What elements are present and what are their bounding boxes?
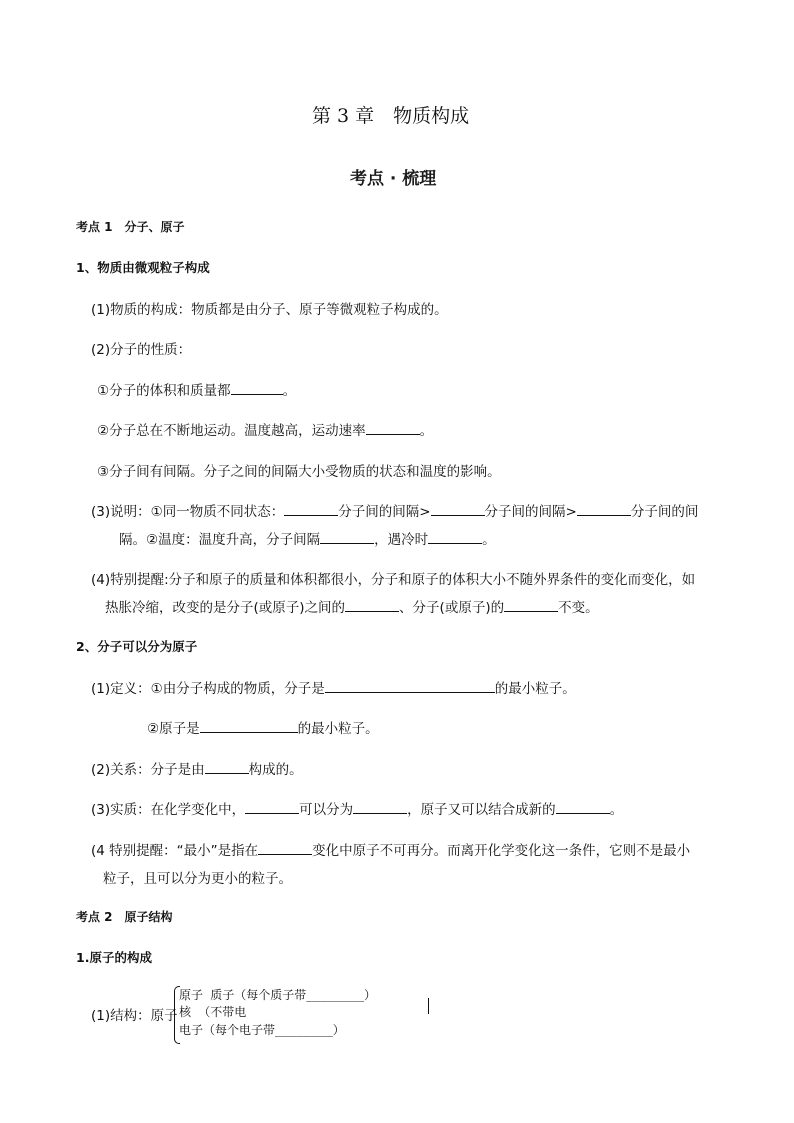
tip-text-a: (4 特别提醒：“最小”是指在	[91, 843, 259, 859]
fill-blank[interactable]	[205, 761, 249, 774]
structure-bar	[428, 998, 429, 1014]
property-1-text: ①分子的体积和质量都	[97, 383, 231, 399]
fill-blank[interactable]	[200, 720, 298, 733]
relation-text: (2)关系：分子是由	[91, 762, 205, 778]
fill-blank[interactable]	[504, 599, 558, 612]
fill-blank[interactable]	[258, 842, 312, 855]
fill-blank[interactable]	[353, 801, 407, 814]
paragraph-reminder-cont	[105, 596, 599, 616]
fill-blank[interactable]	[431, 503, 485, 516]
paragraph-relation	[91, 758, 303, 778]
essence-text-a: (3)实质：在化学变化中，	[91, 802, 246, 818]
atom-composition-heading: 1.原子的构成	[76, 950, 152, 965]
paragraph-molecule-properties: (2)分子的性质：	[91, 342, 192, 358]
structure-row-3: 电子（每个电子带________）	[179, 1023, 345, 1037]
property-2	[97, 419, 433, 439]
fill-blank[interactable]	[284, 503, 338, 516]
structure-row-1: 原子 质子（每个质子带________）	[179, 988, 377, 1002]
essence-text-d: 。	[609, 802, 624, 818]
section-title: 考点 · 梳理	[350, 169, 437, 189]
property-2-text: ②分子总在不断地运动。温度越高，运动速率	[97, 423, 366, 439]
explanation-text-d: 分子间的间	[630, 504, 699, 520]
key-point-1-title: 考点 1 分子、原子	[76, 220, 185, 234]
property-1	[97, 379, 296, 399]
definition-1-text: (1)定义：①由分子构成的物质，分子是	[91, 681, 325, 697]
definition-1-end: 的最小粒子。	[494, 681, 576, 697]
reminder-text-c: 不变。	[558, 600, 599, 616]
paragraph-reminder: (4)特别提醒:分子和原子的质量和体积都很小，分子和原子的体积大小不随外界条件的变化而变化，如	[91, 572, 696, 588]
paragraph-composition: (1)物质的构成：物质都是由分子、原子等微观粒子构成的。	[91, 302, 448, 318]
tip-text-b: 变化中原子不可再分。而离开化学变化这一条件，它则不是最小	[312, 843, 691, 859]
essence-text-b: 可以分为	[299, 802, 354, 818]
fill-blank[interactable]	[320, 531, 374, 544]
definition-2-end: 的最小粒子。	[297, 721, 379, 737]
fill-blank[interactable]	[577, 503, 631, 516]
paragraph-tip-cont: 粒子，且可以分为更小的粒子。	[103, 871, 292, 887]
explanation-text-g: 。	[482, 532, 496, 548]
paragraph-essence	[91, 798, 623, 818]
relation-end: 构成的。	[248, 762, 303, 778]
explanation-text-c: 分子间的间隔>	[484, 504, 577, 520]
explanation-text-b: 分子间的间隔>	[338, 504, 431, 520]
fill-blank[interactable]	[556, 801, 610, 814]
definition-2-text: ②原子是	[147, 721, 200, 737]
structure-row-2: 核 （不带电	[179, 1005, 247, 1019]
paragraph-definition-2	[147, 717, 379, 737]
fill-blank[interactable]	[428, 531, 482, 544]
chapter-title: 第 3 章 物质构成	[312, 105, 470, 127]
reminder-text-b: 、分子(或原子)的	[399, 600, 505, 616]
fill-blank[interactable]	[345, 599, 399, 612]
paragraph-explanation-cont	[119, 528, 496, 548]
explanation-text-f: ，遇冷时	[374, 532, 429, 548]
explanation-text-a: (3)说明：①同一物质不同状态：	[91, 504, 285, 520]
explanation-text-e: 隔。②温度：温度升高，分子间隔	[119, 532, 321, 548]
heading-2: 2、分子可以分为原子	[76, 639, 198, 654]
structure-label: (1)结构：原子	[91, 1008, 178, 1024]
property-2-end: 。	[419, 423, 434, 439]
fill-blank[interactable]	[245, 801, 299, 814]
fill-blank[interactable]	[231, 382, 283, 395]
essence-text-c: ，原子又可以结合成新的	[407, 802, 556, 818]
property-1-end: 。	[282, 383, 297, 399]
key-point-2-title: 考点 2 原子结构	[76, 910, 173, 924]
heading-1: 1、物质由微观粒子构成	[76, 260, 210, 275]
fill-blank[interactable]	[325, 680, 495, 693]
property-3: ③分子间有间隔。分子之间的间隔大小受物质的状态和温度的影响。	[97, 464, 501, 480]
reminder-text-a: 热胀冷缩，改变的是分子(或原子)之间的	[105, 600, 346, 616]
paragraph-explanation	[91, 500, 698, 520]
paragraph-definition-1	[91, 677, 576, 697]
paragraph-tip	[91, 839, 690, 859]
fill-blank[interactable]	[366, 422, 420, 435]
